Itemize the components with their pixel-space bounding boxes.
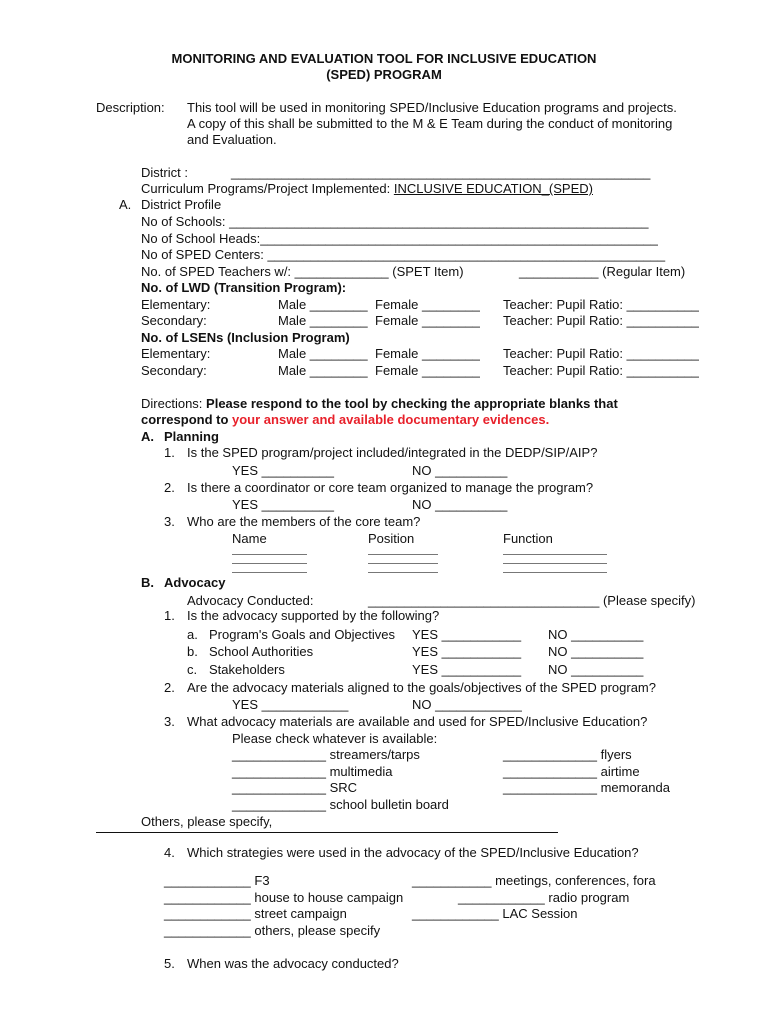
material-option[interactable]: _____________ airtime bbox=[503, 764, 640, 779]
school-heads-field[interactable]: No of School Heads:_______________________________________________________ bbox=[141, 231, 658, 246]
lsen-secondary-male[interactable]: Male ________ bbox=[278, 363, 368, 378]
description-line1: This tool will be used in monitoring SPED/Inclusive Education programs and projects. bbox=[187, 100, 677, 115]
lwd-elementary-female[interactable]: Female ________ bbox=[375, 297, 480, 312]
support-no[interactable]: NO __________ bbox=[548, 644, 644, 659]
strategy-option[interactable]: ____________ F3 bbox=[164, 873, 270, 888]
core-team-name-line[interactable] bbox=[232, 572, 307, 573]
directions-bold1: Please respond to the tool by checking the appropriate blanks that bbox=[206, 396, 618, 411]
core-team-function-header: Function bbox=[503, 531, 553, 546]
lsen-secondary-female[interactable]: Female ________ bbox=[375, 363, 480, 378]
material-option[interactable]: _____________ flyers bbox=[503, 747, 632, 762]
material-option[interactable]: _____________ streamers/tarps bbox=[232, 747, 420, 762]
lwd-elementary-label: Elementary: bbox=[141, 297, 211, 312]
planning-q2-yes[interactable]: YES __________ bbox=[232, 497, 334, 512]
material-option[interactable]: _____________ memoranda bbox=[503, 780, 670, 795]
planning-q1-yes[interactable]: YES __________ bbox=[232, 463, 334, 478]
curriculum-label: Curriculum Programs/Project Implemented: bbox=[141, 181, 394, 196]
directions-line1 bbox=[141, 396, 618, 412]
advocacy-q3: What advocacy materials are available and used for SPED/Inclusive Education? bbox=[187, 714, 648, 729]
planning-title: Planning bbox=[164, 429, 219, 444]
lsen-elementary-female[interactable]: Female ________ bbox=[375, 346, 480, 361]
directions-bold2: correspond to bbox=[141, 412, 233, 427]
profile-title: District Profile bbox=[141, 197, 222, 212]
support-yes[interactable]: YES ___________ bbox=[412, 644, 522, 659]
strategy-option[interactable]: ____________ others, please specify bbox=[164, 923, 381, 938]
curriculum-value: INCLUSIVE EDUCATION_(SPED) bbox=[393, 181, 593, 196]
document-title-line1: MONITORING AND EVALUATION TOOL FOR INCLUSIVE EDUCATION bbox=[171, 51, 597, 66]
lwd-secondary-male[interactable]: Male ________ bbox=[278, 313, 368, 328]
strategy-option[interactable]: ____________ radio program bbox=[458, 890, 630, 905]
lsen-elementary-male[interactable]: Male ________ bbox=[278, 346, 368, 361]
lwd-secondary-label: Secondary: bbox=[141, 313, 207, 328]
core-team-function-line[interactable] bbox=[503, 554, 607, 555]
core-team-position-header: Position bbox=[368, 531, 415, 546]
lwd-elementary-ratio[interactable]: Teacher: Pupil Ratio: __________ bbox=[503, 297, 699, 312]
directions-line2 bbox=[141, 412, 549, 428]
core-team-name-line[interactable] bbox=[232, 563, 307, 564]
check-note: Please check whatever is available: bbox=[232, 731, 438, 746]
material-option[interactable]: _____________ school bulletin board bbox=[232, 797, 449, 812]
lsen-secondary-label: Secondary: bbox=[141, 363, 207, 378]
advocacy-q1: Is the advocacy supported by the following? bbox=[187, 608, 440, 623]
advocacy-q4: Which strategies were used in the advocacy of the SPED/Inclusive Education? bbox=[187, 845, 639, 860]
advocacy-q1-num: 1. bbox=[164, 608, 175, 623]
support-label: School Authorities bbox=[209, 644, 314, 659]
planning-q1-no[interactable]: NO __________ bbox=[412, 463, 508, 478]
lsen-elementary-ratio[interactable]: Teacher: Pupil Ratio: __________ bbox=[503, 346, 699, 361]
lwd-heading: No. of LWD (Transition Program): bbox=[141, 280, 347, 295]
planning-q1: Is the SPED program/project included/integrated in the DEDP/SIP/AIP? bbox=[187, 445, 598, 460]
advocacy-q2-no[interactable]: NO ____________ bbox=[412, 697, 522, 712]
others-line[interactable] bbox=[96, 832, 558, 833]
lwd-elementary-male[interactable]: Male ________ bbox=[278, 297, 368, 312]
document-title-line2: (SPED) PROGRAM bbox=[326, 67, 442, 82]
core-team-position-line[interactable] bbox=[368, 554, 438, 555]
advocacy-q4-num: 4. bbox=[164, 845, 175, 860]
advocacy-letter: B. bbox=[141, 575, 154, 590]
description-line3: and Evaluation. bbox=[187, 132, 277, 147]
lsen-heading: No. of LSENs (Inclusion Program) bbox=[141, 330, 350, 345]
directions-red: your answer and available documentary evidences. bbox=[232, 412, 550, 427]
lwd-secondary-female[interactable]: Female ________ bbox=[375, 313, 480, 328]
description-line2: A copy of this shall be submitted to the M & E Team during the conduct of monitoring bbox=[187, 116, 673, 131]
district-blank[interactable]: __________________________________________________________ bbox=[231, 165, 651, 180]
sped-teachers-regular-field[interactable]: ___________ (Regular Item) bbox=[519, 264, 686, 279]
sped-teachers-spet-field[interactable]: No. of SPED Teachers w/: _____________ (SPET Item) bbox=[141, 264, 464, 279]
lsen-secondary-ratio[interactable]: Teacher: Pupil Ratio: __________ bbox=[503, 363, 699, 378]
core-team-name-line[interactable] bbox=[232, 554, 307, 555]
lsen-elementary-label: Elementary: bbox=[141, 346, 211, 361]
planning-letter: A. bbox=[141, 429, 154, 444]
support-letter: b. bbox=[187, 644, 198, 659]
support-yes[interactable]: YES ___________ bbox=[412, 662, 522, 677]
support-no[interactable]: NO __________ bbox=[548, 662, 644, 677]
planning-q3-num: 3. bbox=[164, 514, 175, 529]
advocacy-q2: Are the advocacy materials aligned to the goals/objectives of the SPED program? bbox=[187, 680, 656, 695]
advocacy-q3-num: 3. bbox=[164, 714, 175, 729]
sped-centers-field[interactable]: No of SPED Centers: _______________________________________________________ bbox=[141, 247, 666, 262]
strategy-option[interactable]: ____________ house to house campaign bbox=[164, 890, 404, 905]
material-option[interactable]: _____________ SRC bbox=[232, 780, 358, 795]
lwd-secondary-ratio[interactable]: Teacher: Pupil Ratio: __________ bbox=[503, 313, 699, 328]
planning-q2-no[interactable]: NO __________ bbox=[412, 497, 508, 512]
advocacy-title: Advocacy bbox=[164, 575, 226, 590]
planning-q1-num: 1. bbox=[164, 445, 175, 460]
core-team-function-line[interactable] bbox=[503, 572, 607, 573]
planning-q2: Is there a coordinator or core team organized to manage the program? bbox=[187, 480, 594, 495]
strategy-option[interactable]: ____________ LAC Session bbox=[412, 906, 578, 921]
curriculum-row bbox=[141, 181, 593, 197]
core-team-name-header: Name bbox=[232, 531, 267, 546]
advocacy-q5-num: 5. bbox=[164, 956, 175, 971]
support-letter: a. bbox=[187, 627, 198, 642]
core-team-position-line[interactable] bbox=[368, 572, 438, 573]
strategy-option[interactable]: ___________ meetings, conferences, fora bbox=[412, 873, 656, 888]
directions-label: Directions: bbox=[141, 396, 207, 411]
schools-field[interactable]: No of Schools: __________________________________________________________ bbox=[141, 214, 649, 229]
support-no[interactable]: NO __________ bbox=[548, 627, 644, 642]
core-team-position-line[interactable] bbox=[368, 563, 438, 564]
profile-letter: A. bbox=[119, 197, 132, 212]
support-letter: c. bbox=[187, 662, 198, 677]
advocacy-conducted-field[interactable]: ________________________________ (Please specify) bbox=[368, 593, 696, 608]
advocacy-q2-num: 2. bbox=[164, 680, 175, 695]
support-label: Program's Goals and Objectives bbox=[209, 627, 396, 642]
core-team-function-line[interactable] bbox=[503, 563, 607, 564]
planning-q2-num: 2. bbox=[164, 480, 175, 495]
strategy-option[interactable]: ____________ street campaign bbox=[164, 906, 347, 921]
planning-q3: Who are the members of the core team? bbox=[187, 514, 421, 529]
advocacy-q5: When was the advocacy conducted? bbox=[187, 956, 399, 971]
advocacy-q2-yes[interactable]: YES ____________ bbox=[232, 697, 349, 712]
description-label: Description: bbox=[96, 100, 165, 115]
support-label: Stakeholders bbox=[209, 662, 285, 677]
advocacy-conducted-label: Advocacy Conducted: bbox=[187, 593, 314, 608]
district-label: District : bbox=[141, 165, 188, 180]
support-yes[interactable]: YES ___________ bbox=[412, 627, 522, 642]
material-option[interactable]: _____________ multimedia bbox=[232, 764, 393, 779]
others-label: Others, please specify, bbox=[141, 814, 273, 829]
